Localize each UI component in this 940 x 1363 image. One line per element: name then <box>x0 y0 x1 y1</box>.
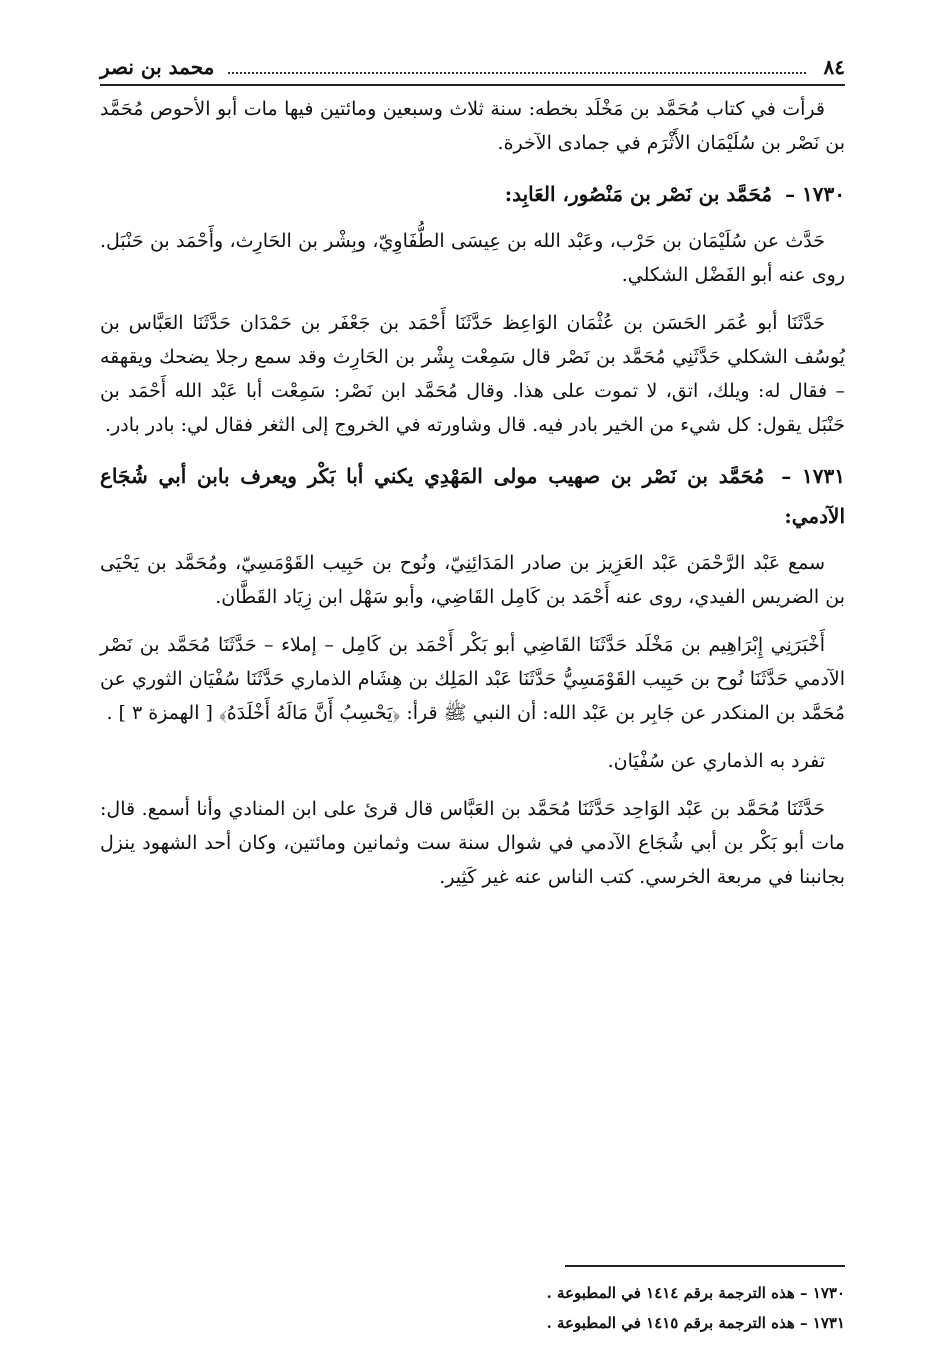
entry-number: ١٧٣٠ – <box>785 182 845 206</box>
page-number: ٨٤ <box>823 55 845 79</box>
footnote-1730: ١٧٣٠ – هذه الترجمة برقم ١٤١٤ في المطبوعة . <box>546 1284 845 1302</box>
paragraph-1731-hadith: أَخْبَرَنِي إِبْرَاهِيم بن مَخْلَد حَدَّثَنَا القَاضِي أبو بَكْر أَحْمَد بن كَامِل – إملاء – حَدَّثَنَا مُحَمَّد بن نَصْر الآدمي حَدَّثَنَا نُوح بن حَبِيب القَوْمَسِيُّ حَدَّثَنَا عَبْد المَلِك بن هِشَام الذماري حَدَّثَنَا سُفْيَان الثوري عن مُحَمَّد بن المنكدر عن جَابِر بن عَبْد الله: أن النبي ﷺ قرأ: ﴿يَحْسِبُ أَنَّ مَالَهُ أَخْلَدَهُ﴾ [ الهمزة ٣ ] . <box>100 634 845 724</box>
paragraph-intro: قرأت في كتاب مُحَمَّد بن مَخْلَد بخطه: سنة ثلاث وسبعين ومائتين فيها مات أبو الأحوص مُحَمَّد بن نَصْر بن سُلَيْمَان الأَثْرَم في جمادى الآخرة. <box>100 98 845 154</box>
paragraph-1730-bio: حَدَّث عن سُلَيْمَان بن حَرْب، وعَبْد الله بن عِيسَى الطُّفَاوِيّ، وبِشْر بن الحَارِث، وأَحْمَد بن حَنْبَل. روى عنه أبو الفَضْل الشكلي. <box>100 230 845 286</box>
paragraph-1731-bio: سمع عَبْد الرَّحْمَن عَبْد العَزِيز بن صادر المَدَائِنِيّ، ونُوح بن حَبِيب القَوْمَسِيّ، ومُحَمَّد بن يَحْيَى بن الضريس الفيدي، روى عنه أَحْمَد بن كَامِل القَاضِي، وأبو سَهْل ابن زِيَاد القَطَّان. <box>100 552 845 608</box>
paragraph-1731-note: تفرد به الذماري عن سُفْيَان. <box>607 750 825 772</box>
entry-heading: مُحَمَّد بن نَصْر بن صهيب مولى المَهْدِي يكني أبا بَكْر ويعرف بابن أبي شُجَاع الآدمي: <box>100 464 845 528</box>
page-header <box>100 50 845 86</box>
running-title: محمد بن نصر <box>100 55 215 79</box>
entry-heading: مُحَمَّد بن نَصْر بن مَنْصُور، العَابِد: <box>504 182 773 206</box>
paragraph-1730-hadith: حَدَّثَنَا أبو عُمَر الحَسَن بن عُثْمَان الوَاعِظ حَدَّثَنَا أَحْمَد بن جَعْفَر بن حَمْدَان حَدَّثَنَا العَبَّاس بن يُوسُف الشكلي حَدَّثَنِي مُحَمَّد بن نَصْر قال سَمِعْت بِشْر بن الحَارِث وقد سمع رجلا يضحك ويقهقه – فقال له: ويلك، اتق، لا تموت على هذا. وقال مُحَمَّد ابن نَصْر: سَمِعْت أبا عَبْد الله أَحْمَد بن حَنْبَل يقول: كل شيء من الخير بادر فيه. قال وشاورته في الخروج إلى الثغر فقال لي: بادر بادر. <box>100 312 845 436</box>
entry-title-1731 <box>100 456 845 536</box>
page-body <box>100 92 845 908</box>
footnote-separator <box>565 1265 845 1267</box>
entry-title-1730 <box>100 174 845 214</box>
footnotes <box>100 1278 845 1338</box>
entry-number: ١٧٣١ – <box>781 464 846 488</box>
header-dots <box>228 60 805 74</box>
footnote-1731: ١٧٣١ – هذه الترجمة برقم ١٤١٥ في المطبوعة . <box>546 1314 845 1332</box>
paragraph-1731-death: حَدَّثَنَا مُحَمَّد بن عَبْد الوَاحِد حَدَّثَنَا مُحَمَّد بن العَبَّاس قال قرئ على ابن المنادي وأنا أسمع. قال: مات أبو بَكْر بن أبي شُجَاع الآدمي في شوال سنة ست وثمانين ومائتين، وكان أحد الشهود ينزل بجانبنا في مربعة الخرسي. كتب الناس عنه غير كَثِير. <box>100 798 845 888</box>
